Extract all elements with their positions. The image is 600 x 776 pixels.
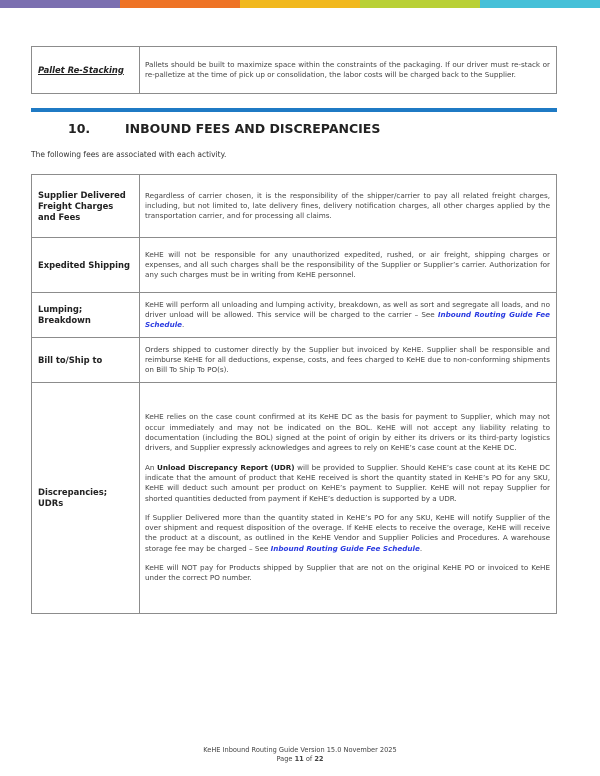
fee-description: Orders shipped to customer directly by the Supplier but invoiced by KeHE. Supplier shall be responsible and reimburse KeHE for all deductions, expense, costs, and fees charged to KeHE due to non-conforming shipments on Bill To Ship To PO(s).: [140, 338, 557, 383]
pallet-restacking-text: Pallets should be built to maximize space within the constraints of the packaging. If our driver must re-stack or re-palletize at the time of pick up or consolidation, the labor costs will be charged back to the Supplier.: [140, 47, 557, 94]
fee-label: Discrepancies; UDRs: [32, 383, 140, 614]
table-row: [32, 47, 557, 94]
pallet-table: [31, 46, 557, 94]
fee-text: KeHE will perform all unloading and lumping activity, breakdown, as well as sort and segregate all loads, and no driver unload will be allowed. This service will be charged to the carrier – See: [145, 299, 550, 319]
section-intro: The following fees are associated with each activity.: [31, 150, 227, 159]
udr-paragraph-4: KeHE will NOT pay for Products shipped by Supplier that are not on the original KeHE PO or invoiced to KeHE under the correct PO number.: [145, 562, 550, 583]
color-bar-segment-cyan: [480, 0, 600, 8]
section-title: INBOUND FEES AND DISCREPANCIES: [125, 121, 381, 136]
fees-table: [31, 174, 557, 614]
page-current: 11: [294, 755, 304, 763]
fee-description: [140, 293, 557, 338]
color-bar-segment-orange: [120, 0, 240, 8]
fee-label: Supplier Delivered Freight Charges and Fees: [32, 175, 140, 238]
udr-paragraph-2: [145, 463, 550, 504]
fee-label: Bill to/Ship to: [32, 338, 140, 383]
fee-schedule-link[interactable]: Inbound Routing Guide Fee Schedule: [270, 543, 420, 553]
page-label: Page: [276, 755, 295, 763]
udr-text: An: [145, 462, 158, 472]
color-bar-segment-green: [360, 0, 480, 8]
pallet-restacking-label: Pallet Re-Stacking: [32, 47, 140, 94]
section-number: 10.: [68, 121, 91, 136]
udr-text: If Supplier Delivered more than the quantity stated in KeHE’s PO for any SKU, KeHE will notify Supplier of the over shipment and request disposition of the overage. If KeHE elects to receive the overage, KeHE will receive the product at a discount, as outlined in the KeHE Vendor and Supplier Policies and Procedures. A warehouse storage fee may be charged – See: [145, 512, 550, 553]
page-number: [0, 755, 600, 764]
footer-title: KeHE Inbound Routing Guide Version 15.0 November 2025: [203, 746, 397, 754]
section-heading: [68, 121, 380, 136]
page-total: 22: [314, 755, 324, 763]
table-row: [32, 293, 557, 338]
color-bar-segment-yellow: [240, 0, 360, 8]
table-row: [32, 383, 557, 614]
table-row: [32, 175, 557, 238]
fee-text-end: .: [182, 320, 185, 330]
fee-schedule-link[interactable]: Inbound Routing Guide Fee Schedule: [145, 309, 550, 330]
section-divider-rule: [31, 108, 557, 112]
fee-label: Expedited Shipping: [32, 238, 140, 293]
table-row: [32, 338, 557, 383]
udr-term: Unload Discrepancy Report (UDR): [157, 462, 295, 472]
udr-paragraph-1: KeHE relies on the case count confirmed at its KeHE DC as the basis for payment to Supplier, which may not occur immediately and may not be indicated on the BOL. KeHE will not accept any liability relating to documentation (including the BOL) signed at the point of origin by either its drivers or its third-party logistics drivers, and Supplier expressly acknowledges and agrees to rely on KeHE’s case count at the KeHE DC.: [145, 412, 550, 453]
fee-description: [140, 383, 557, 614]
fee-label: Lumping; Breakdown: [32, 293, 140, 338]
udr-text: .: [419, 543, 423, 553]
color-bar-segment-purple: [0, 0, 120, 8]
top-color-bar: [0, 0, 600, 8]
udr-paragraph-3: [145, 513, 550, 554]
fee-description: Regardless of carrier chosen, it is the responsibility of the shipper/carrier to pay all related freight charges, including, but not limited to, late delivery fines, delivery notification charges, all other charges applied by the transportation carrier, and for processing all claims.: [140, 175, 557, 238]
table-row: [32, 238, 557, 293]
udr-text: will be provided to Supplier. Should KeHE’s case count at its KeHE DC indicate that the amount of product that KeHE received is short the quantity stated in KeHE’s PO for any SKU, KeHE will deduct such amount per product on KeHE’s payment to Supplier. KeHE will not repay Supplier for shorted quantities deducted from payment if KeHE’s deduction is supported by a UDR.: [145, 462, 551, 503]
page-of: of: [303, 755, 315, 763]
fee-description: KeHE will not be responsible for any unauthorized expedited, rushed, or air freight, shipping charges or expenses, and all such charges shall be the responsibility of the Supplier or Supplier’s carrier. Authorization for any such charges must be in writing from KeHE personnel.: [140, 238, 557, 293]
page-footer: [0, 746, 600, 764]
